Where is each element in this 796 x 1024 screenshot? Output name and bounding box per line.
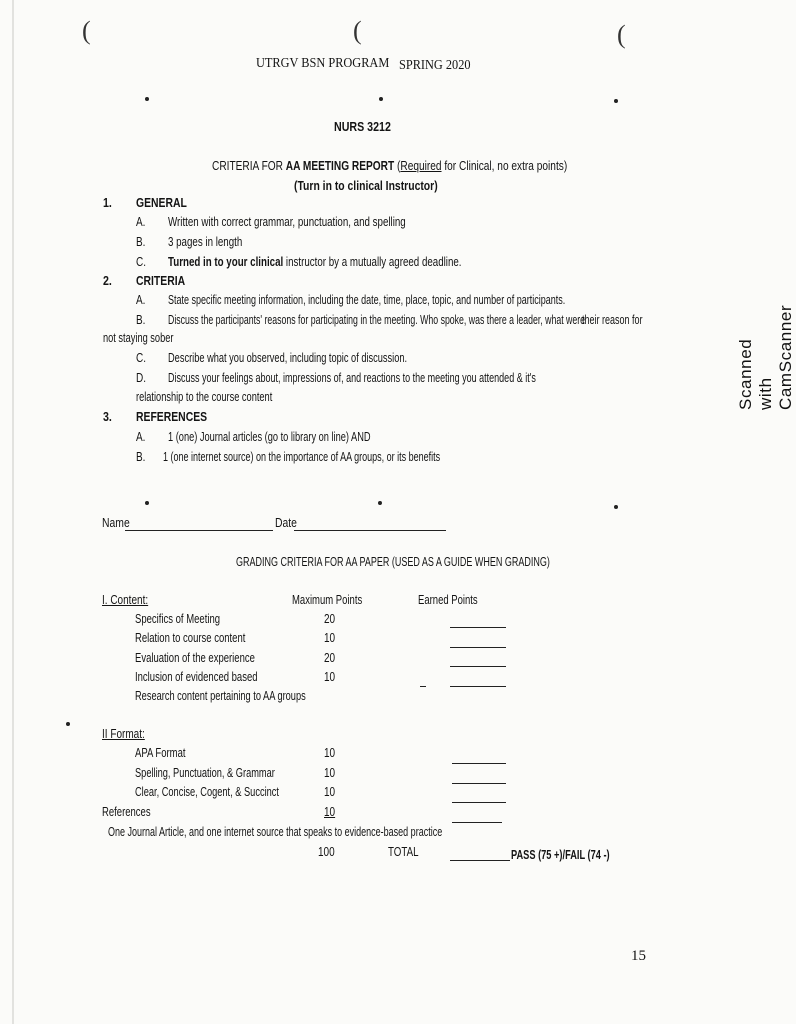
scan-edge [12, 0, 14, 1024]
speck [378, 501, 382, 505]
name-field[interactable] [125, 530, 273, 531]
item-2c-text: Describe what you observed, including topic of discussion. [168, 351, 408, 365]
title-paren: ( [394, 158, 401, 173]
item-2a-text: State specific meeting information, including the date, time, place, topic, and number of participants. [168, 293, 566, 307]
report-title [212, 158, 567, 173]
content-item-wrap: Research content pertaining to AA groups [135, 689, 306, 703]
content-item-points: 10 [324, 670, 336, 684]
section-2-number: 2. [103, 273, 112, 288]
speck [614, 99, 618, 103]
dash-mark [420, 686, 426, 687]
item-3b-letter: B. [136, 450, 146, 464]
content-item-points: 20 [324, 612, 336, 626]
item-2b-wrap: not staying sober [103, 331, 174, 345]
item-2b-letter: B. [136, 313, 146, 327]
title-rest: for Clinical, no extra points) [441, 158, 568, 173]
earned-points-field[interactable] [450, 627, 506, 628]
content-item-points: 10 [324, 631, 336, 645]
grading-title: GRADING CRITERIA FOR AA PAPER (USED AS A GUIDE WHEN GRADING) [236, 555, 550, 569]
total-label: TOTAL [388, 845, 419, 859]
speck [145, 97, 149, 101]
section-1-number: 1. [103, 195, 112, 210]
date-label: Date [275, 515, 297, 530]
speck [145, 501, 149, 505]
earned-points-header: Earned Points [418, 593, 478, 607]
section-1-heading: GENERAL [136, 195, 187, 210]
item-3a-letter: A. [136, 430, 146, 444]
content-item-label: Evaluation of the experience [135, 651, 255, 665]
earned-points-field[interactable] [452, 763, 506, 764]
hole-mark-center: ( [353, 16, 362, 45]
speck [66, 722, 70, 726]
item-1c-letter: C. [136, 255, 146, 269]
format-item-points: 10 [324, 766, 336, 780]
content-item-label: Inclusion of evidenced based [135, 670, 258, 684]
item-2b-text: Discuss the participants' reasons for participating in the meeting. Who spoke, was there a leader, what were [168, 313, 586, 327]
report-subtitle: (Turn in to clinical Instructor) [294, 178, 438, 193]
program-name: UTRGV BSN PROGRAM [256, 56, 390, 71]
format-item-points: 10 [324, 785, 336, 799]
title-required: Required [400, 158, 442, 173]
content-item-points: 20 [324, 651, 336, 665]
content-item-label: Relation to course content [135, 631, 246, 645]
item-1c-rest: instructor by a mutually agreed deadline. [283, 255, 462, 269]
references-note: One Journal Article, and one internet source that speaks to evidence-based practice [108, 825, 443, 839]
max-points-header: Maximum Points [292, 593, 363, 607]
content-heading: I. Content: [102, 593, 149, 607]
section-3-heading: REFERENCES [136, 409, 208, 424]
section-3-number: 3. [103, 409, 112, 424]
earned-points-field[interactable] [452, 822, 502, 823]
pass-fail: PASS (75 +)/FAIL (74 -) [511, 848, 610, 862]
references-label: References [102, 805, 151, 819]
title-bold: AA MEETING REPORT [285, 158, 395, 173]
item-1c-bold: Turned in to your clinical [168, 255, 284, 269]
item-2d-wrap: relationship to the course content [136, 390, 273, 404]
item-2d-text: Discuss your feelings about, impressions of, and reactions to the meeting you attended & it's [168, 371, 536, 385]
item-3a-text: 1 (one) Journal articles (go to library on line) AND [168, 430, 371, 444]
hole-mark-left: ( [82, 16, 91, 45]
format-item-label: Clear, Concise, Cogent, & Succinct [135, 785, 279, 799]
title-prefix: CRITERIA FOR [212, 158, 286, 173]
speck [614, 505, 618, 509]
references-points: 10 [324, 805, 336, 819]
date-field[interactable] [294, 530, 446, 531]
format-item-label: APA Format [135, 746, 186, 760]
item-2b-tail: their reason for [582, 313, 643, 327]
item-3b-text: 1 (one internet source) on the importance of AA groups, or its benefits [163, 450, 441, 464]
item-2d-letter: D. [136, 371, 146, 385]
item-1a-text: Written with correct grammar, punctuation, and spelling [168, 215, 406, 229]
item-2c-letter: C. [136, 351, 146, 365]
item-1b-text: 3 pages in length [168, 235, 243, 249]
total-points: 100 [318, 845, 335, 859]
total-earned-field[interactable] [450, 860, 510, 861]
format-heading: II Format: [102, 727, 145, 741]
course-number: NURS 3212 [334, 119, 391, 134]
section-2-heading: CRITERIA [136, 273, 186, 288]
item-2a-letter: A. [136, 293, 146, 307]
earned-points-field[interactable] [452, 783, 506, 784]
page-number: 15 [631, 948, 646, 964]
earned-points-field[interactable] [450, 686, 506, 687]
item-1b-letter: B. [136, 235, 146, 249]
content-item-label: Specifics of Meeting [135, 612, 221, 626]
earned-points-field[interactable] [450, 647, 506, 648]
earned-points-field[interactable] [452, 802, 506, 803]
item-1c-text [168, 255, 462, 269]
speck [379, 97, 383, 101]
hole-mark-right: ( [617, 20, 626, 49]
earned-points-field[interactable] [450, 666, 506, 667]
format-item-points: 10 [324, 746, 336, 760]
term: SPRING 2020 [399, 58, 471, 73]
name-label: Name [102, 515, 130, 530]
item-1a-letter: A. [136, 215, 146, 229]
camscanner-watermark: Scanned with CamScanner [736, 304, 795, 410]
format-item-label: Spelling, Punctuation, & Grammar [135, 766, 275, 780]
